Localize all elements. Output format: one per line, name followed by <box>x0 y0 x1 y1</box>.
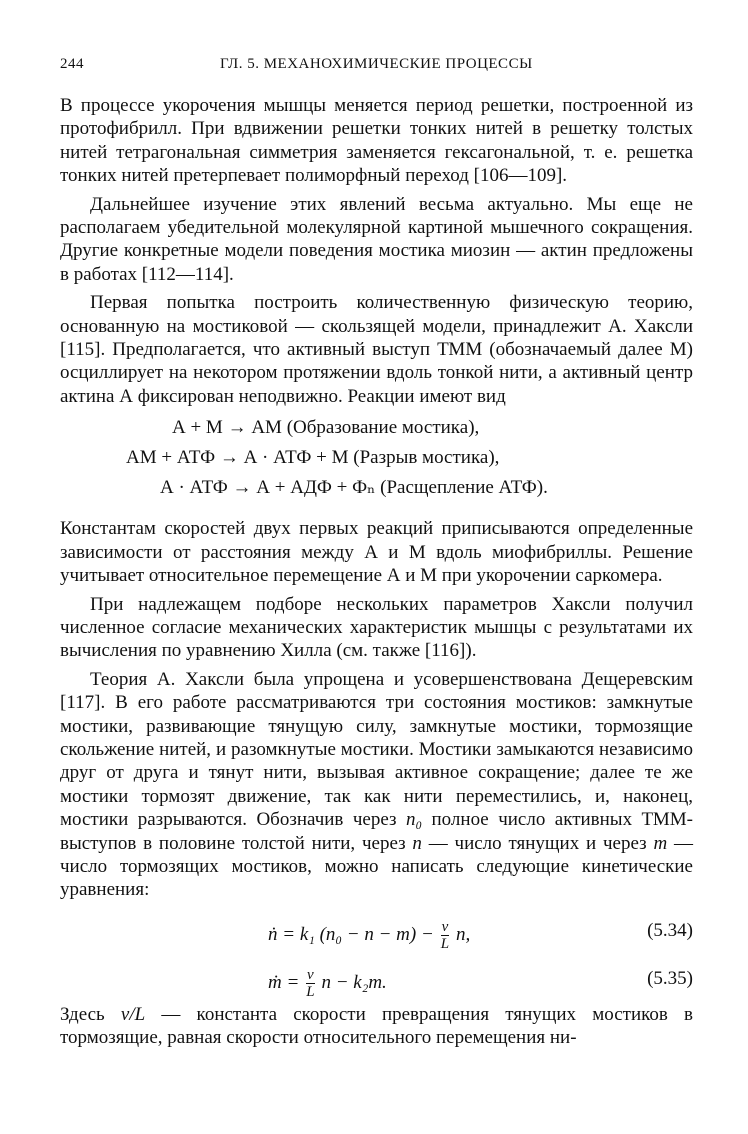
eq2-frac-num: v <box>307 966 314 983</box>
symbol-n0: n₀ <box>405 809 423 831</box>
reaction-list <box>60 413 693 503</box>
equation-number-5-35: (5.35) <box>647 967 693 989</box>
eq2-frac-den: L <box>306 983 315 1000</box>
paragraph-1: В процессе укорочения мышцы меняется период решетки, построенной из протофибрилл. При вдвижении решетки тонких нитей в решетку толстых нитей тетрагональная симметрия заменяется гексагональной, т. е. решетка тонких нитей претерпевает полиморфный переход [106—109]. <box>60 95 693 187</box>
equation-number-5-34: (5.34) <box>647 919 693 941</box>
symbol-v-over-l: v/L <box>120 1003 146 1025</box>
p7-text-b: — константа скорости превращения тянущих мостиков в тормозящие, равная скорости относительного перемещения ни- <box>60 1003 694 1049</box>
eq2-left: ṁ = <box>268 971 305 993</box>
eq2-right: n − k₂m. <box>316 971 387 993</box>
eq2-fraction <box>306 967 315 1000</box>
running-title: ГЛ. 5. МЕХАНОХИМИЧЕСКИЕ ПРОЦЕССЫ <box>220 56 533 72</box>
p6-text-b: полное число активных ТММ-выступов в половине толстой нити, через <box>60 809 693 854</box>
equation-5-34 <box>60 907 693 955</box>
equation-5-35-formula <box>268 967 387 1000</box>
p6-text-c: — число тянущих и через <box>421 832 654 854</box>
page-body <box>60 94 693 1055</box>
reaction-rupture: АМ + АТФ → А · АТФ + М (Разрыв мостика), <box>126 447 500 469</box>
p7-text-a: Здесь <box>60 1003 121 1025</box>
page-number: 244 <box>60 56 84 72</box>
eq1-frac-den: L <box>440 935 450 952</box>
reaction-formation: А + М → АМ (Образование мостика), <box>172 417 480 439</box>
paragraph-3: Первая попытка построить количественную физическую теорию, основанную на мостиковой — скользящей модели, принадлежит А. Хаксли [115]. Предполагается, что активный выступ ТММ (обозначаемый далее М) осциллирует на некотором протяжении вдоль тонкой нити, а активный центр актина А фиксирован неподвижно. Реакции имеют вид <box>60 292 693 407</box>
eq1-left: ṅ = k₁ (n₀ − n − m) − <box>268 923 439 945</box>
paragraph-7 <box>60 1003 693 1050</box>
equation-5-35 <box>60 955 693 1003</box>
eq1-fraction <box>441 919 450 952</box>
paragraph-6 <box>60 668 693 902</box>
eq1-frac-num: v <box>441 918 449 935</box>
symbol-m: m <box>653 832 668 854</box>
p6-text-a: Теория А. Хаксли была упрощена и усовершенствована Дещеревским [117]. В его работе рассматриваются три состояния мостиков: замкнутые мостики, развивающие тянущую силу, замкнутые мостики, тормозящие скольжение нитей, и разомкнутые мостики. Мостики замыкаются независимо друг от друга и тянут нити, вызывая активное сокращение; далее те же мостики тормозят движение, так как нити переместились, и, наконец, мостики разрываются. Обозначив через <box>60 668 693 831</box>
paragraph-5: При надлежащем подборе нескольких параметров Хаксли получил численное согласие механических характеристик мышцы с результатами их вычисления по уравнению Хилла (см. также [116]). <box>60 593 693 662</box>
paragraph-4: Константам скоростей двух первых реакций приписываются определенные зависимости от расстояния между А и М вдоль миофибриллы. Решение учитывает относительное перемещение А и М при укорочении саркомера. <box>60 518 693 587</box>
reaction-atp-split: А · АТФ → А + АДФ + Фₙ (Расщепление АТФ). <box>160 477 548 499</box>
p6-text-d: — число тормозящих мостиков, можно написать следующие кинетические уравнения: <box>60 832 693 901</box>
eq1-right: n, <box>451 923 471 945</box>
equation-5-34-formula <box>268 919 470 952</box>
paragraph-2: Дальнейшее изучение этих явлений весьма актуально. Мы еще не располагаем убедительной молекулярной картиной мышечного сокращения. Другие конкретные модели поведения мостика миозин — актин предложены в работах [112—114]. <box>60 193 693 285</box>
symbol-n: n <box>412 832 422 854</box>
